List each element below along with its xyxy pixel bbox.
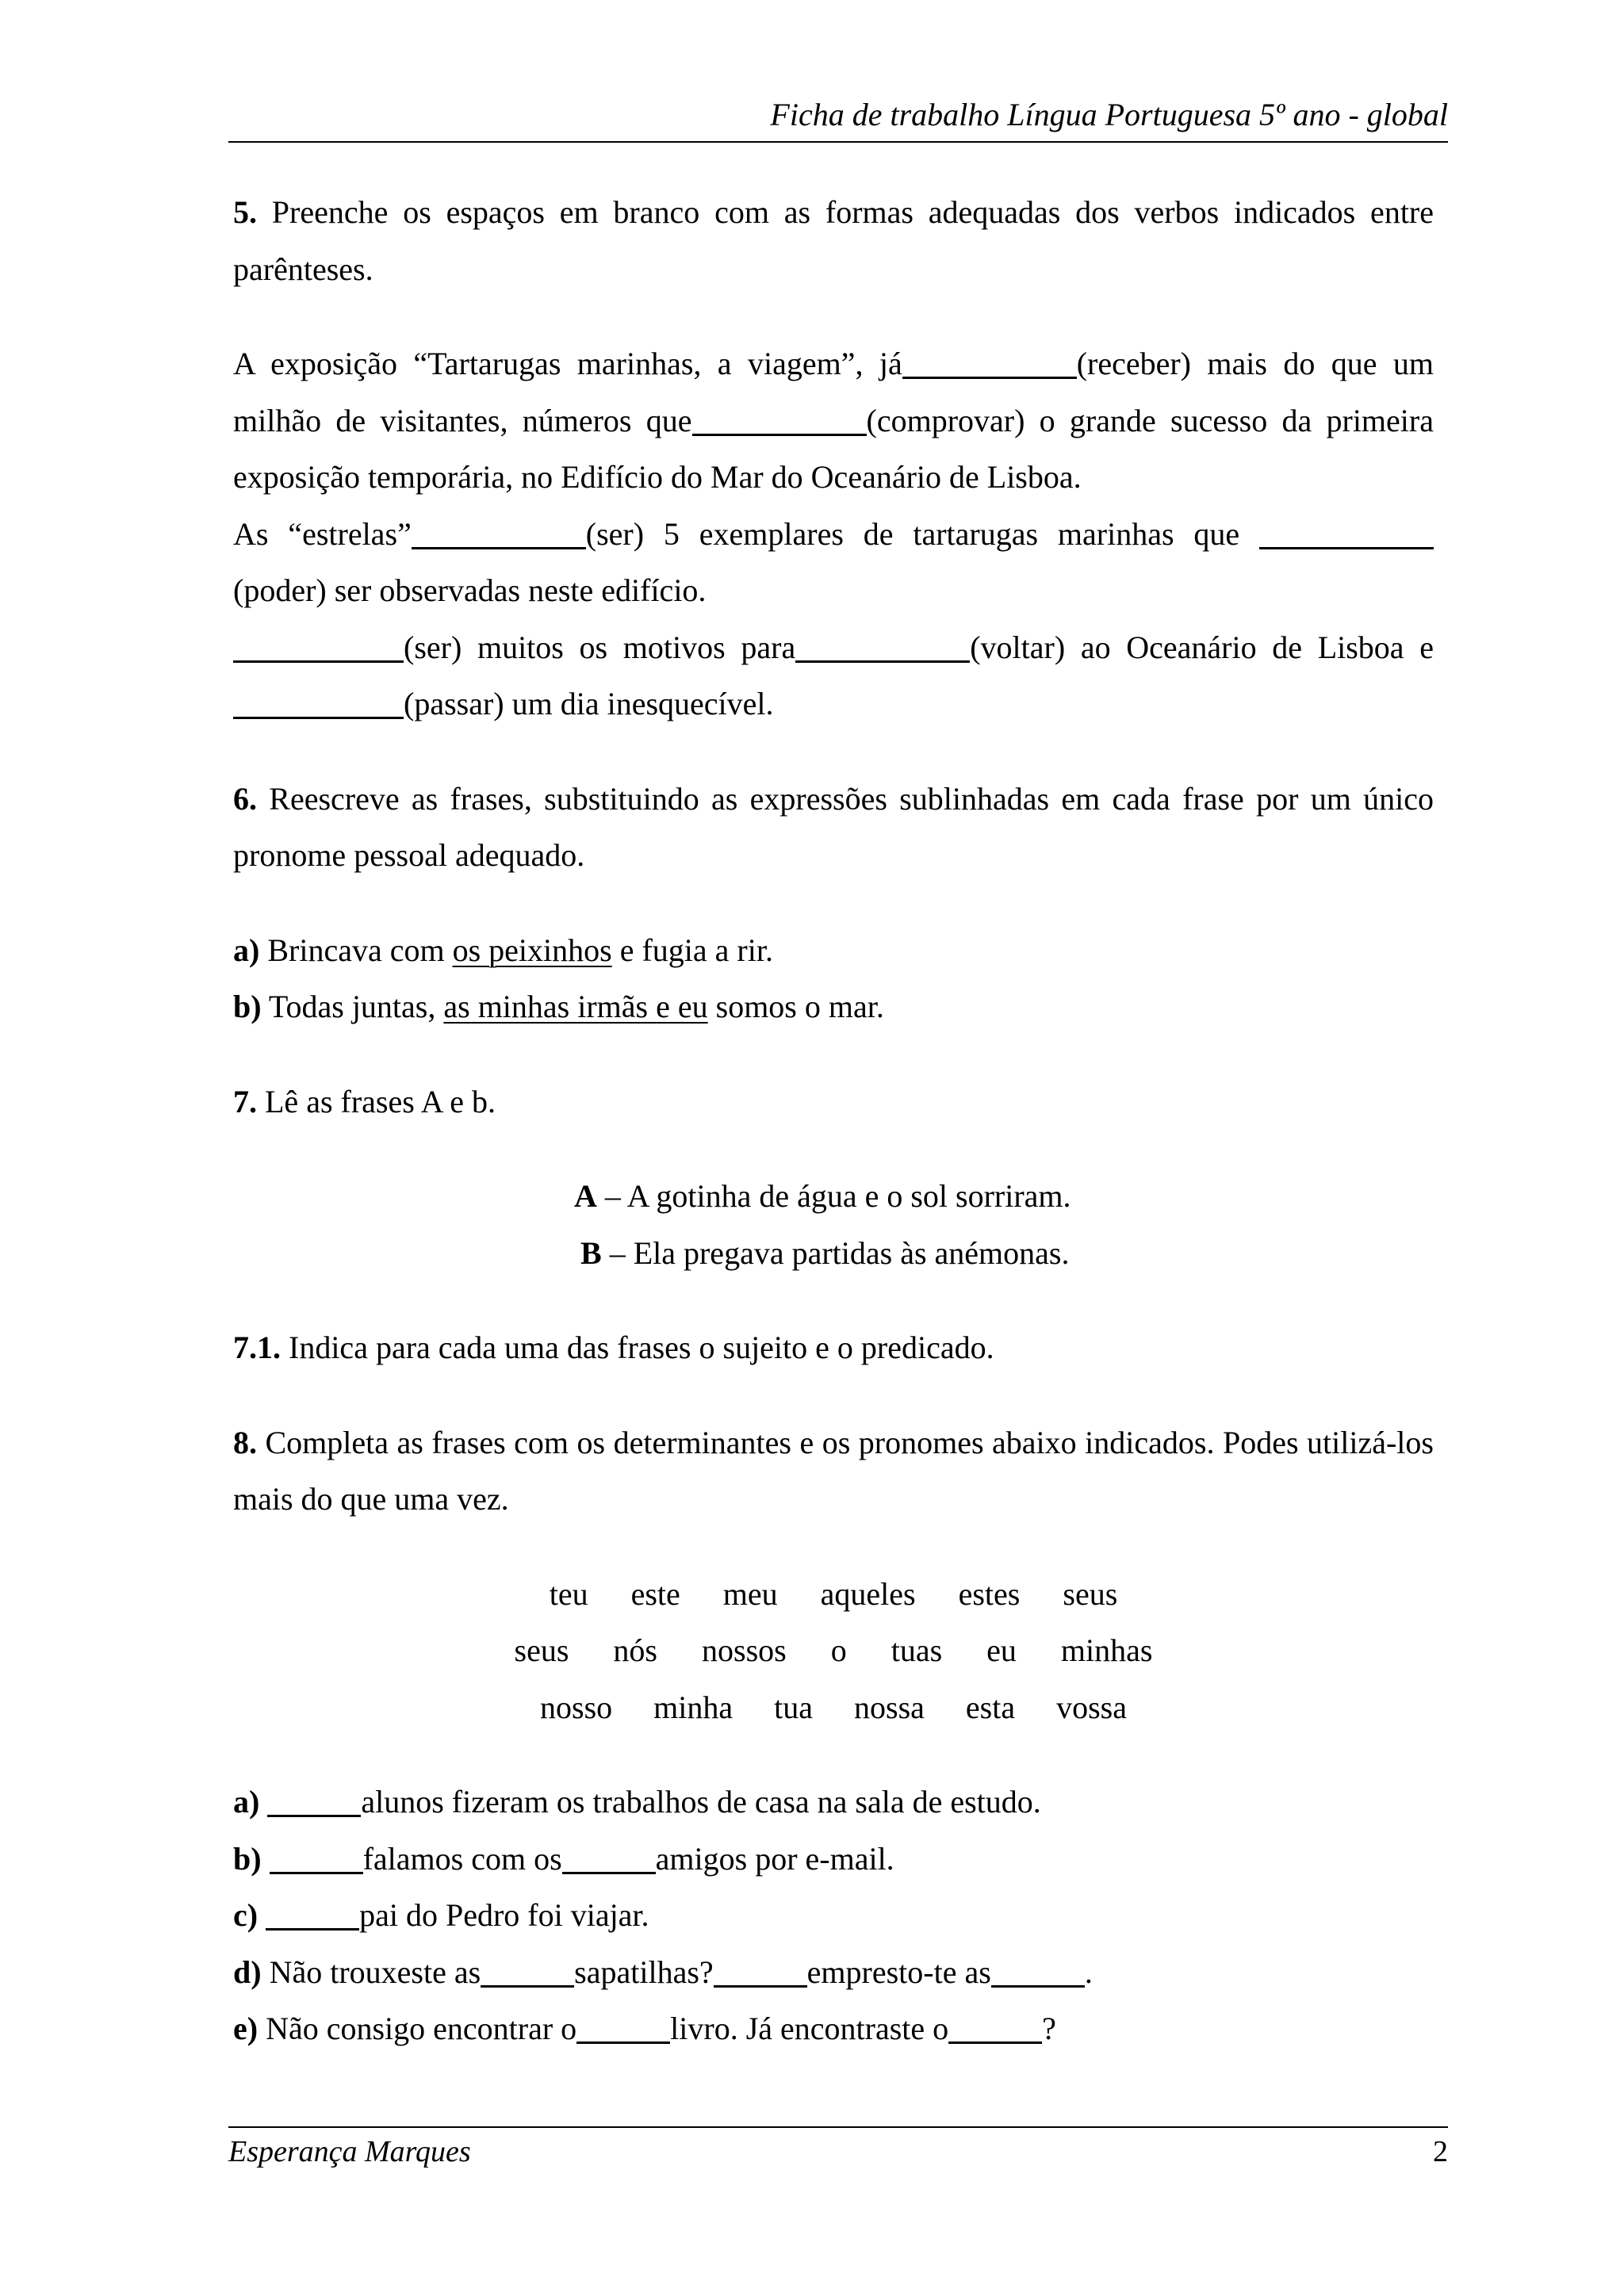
blank-field[interactable] <box>481 1954 574 1988</box>
blank-field[interactable] <box>714 1954 807 1988</box>
word-bank-word: minhas <box>1060 1632 1153 1668</box>
word-bank-word: teu <box>549 1575 588 1612</box>
spacer <box>233 733 1434 771</box>
q5-line-5: (poder) ser observadas neste edifício. <box>233 572 707 608</box>
q5-line-7: (passar) um dia inesquecível. <box>233 675 1434 733</box>
word-bank-word: aqueles <box>820 1575 916 1612</box>
q5-line-3: exposição temporária, no Edifício do Mar do Oceanário de Lisboa. <box>233 459 1082 495</box>
word-bank-word: seus <box>514 1632 569 1668</box>
word-bank-row-1 <box>233 1566 1434 1623</box>
blank-field[interactable] <box>233 685 404 719</box>
q6-item-b: b) Todas juntas, as minhas irmãs e eu somos o mar. <box>233 989 884 1024</box>
q8-item-b: b) falamos com os amigos por e-mail. <box>233 1840 894 1877</box>
q5-number: 5. <box>233 194 257 230</box>
spacer <box>233 1376 1434 1414</box>
blank-field[interactable] <box>692 402 867 436</box>
q8-instruction: 8. Completa as frases com os determinantes e os pronomes abaixo indicados. Podes utilizá-los mais do que uma vez. <box>233 1424 1434 1517</box>
q6-item-a: a) Brincava com os peixinhos e fugia a rir. <box>233 932 773 968</box>
q8-item-a: a) alunos fizeram os trabalhos de casa na sala de estudo. <box>233 1784 1041 1820</box>
word-bank-row-3 <box>233 1679 1434 1736</box>
page-number: 2 <box>1433 2135 1448 2168</box>
spacer <box>233 1035 1434 1073</box>
spacer <box>233 1281 1434 1319</box>
page-content <box>233 184 1434 2057</box>
word-bank-word: o <box>830 1632 847 1668</box>
spacer <box>233 1130 1434 1168</box>
blank-field[interactable] <box>562 1840 656 1874</box>
q7-sentence-a: A – A gotinha de água e o sol sorriram. <box>574 1178 1071 1214</box>
q6-instruction: 6. Reescreve as frases, substituindo as expressões sublinhadas em cada frase por um único pronome pessoal adequado. <box>233 780 1434 873</box>
q71-instruction: 7.1. Indica para cada uma das frases o sujeito e o predicado. <box>233 1330 994 1365</box>
q7-sentence-b: B – Ela pregava partidas às anémonas. <box>580 1234 1070 1271</box>
word-bank-word: seus <box>1063 1575 1118 1612</box>
q8-item-c: c) pai do Pedro foi viajar. <box>233 1897 649 1933</box>
word-bank-word: este <box>630 1575 680 1612</box>
underlined-expression: as minhas irmãs e eu <box>443 989 708 1024</box>
spacer <box>233 297 1434 335</box>
blank-field[interactable] <box>991 1954 1085 1988</box>
word-bank-word: vossa <box>1056 1689 1127 1725</box>
word-bank-word: minha <box>653 1689 733 1725</box>
q5-line-1: A exposição “Tartarugas marinhas, a viagem”, já (receber) mais do que um <box>233 346 1434 381</box>
blank-field[interactable] <box>576 2010 670 2044</box>
word-bank-word: esta <box>965 1689 1016 1725</box>
blank-field[interactable] <box>1259 515 1434 549</box>
blank-field[interactable] <box>270 1840 363 1874</box>
spacer <box>233 1528 1434 1566</box>
word-bank-row-2 <box>233 1622 1434 1679</box>
blank-field[interactable] <box>266 1896 359 1931</box>
word-bank-word: nossa <box>854 1689 925 1725</box>
blank-field[interactable] <box>412 515 586 549</box>
word-bank-word: nossos <box>702 1632 787 1668</box>
blank-field[interactable] <box>902 345 1077 379</box>
word-bank <box>233 1566 1434 1736</box>
word-bank-word: nós <box>613 1632 657 1668</box>
q5-line-4: As “estrelas” (ser) 5 exemplares de tartarugas marinhas que <box>233 506 1434 563</box>
blank-field[interactable] <box>795 629 970 663</box>
q8-item-e: e) Não consigo encontrar o livro. Já encontraste o ? <box>233 2011 1056 2046</box>
q5-line-6: (ser) muitos os motivos para (voltar) ao Oceanário de Lisboa e <box>233 619 1434 676</box>
page-header <box>228 94 1448 143</box>
q8-item-d: d) Não trouxeste as sapatilhas? empresto-te as . <box>233 1954 1093 1990</box>
footer-author: Esperança Marques <box>228 2135 471 2168</box>
header-title: Ficha de trabalho Língua Portuguesa 5º ano - global <box>770 97 1448 132</box>
q5-line-2: milhão de visitantes, números que (comprovar) o grande sucesso da primeira <box>233 402 1434 438</box>
blank-field[interactable] <box>948 2010 1042 2044</box>
word-bank-word: estes <box>958 1575 1021 1612</box>
word-bank-word: eu <box>986 1632 1017 1668</box>
q7-number: 7. <box>233 1083 257 1119</box>
q71-number: 7.1. <box>233 1330 281 1365</box>
word-bank-word: tuas <box>891 1632 943 1668</box>
spacer <box>233 1735 1434 1774</box>
spacer <box>233 884 1434 922</box>
blank-field[interactable] <box>233 629 404 663</box>
q8-number: 8. <box>233 1424 257 1460</box>
q5-instruction: 5. Preenche os espaços em branco com as formas adequadas dos verbos indicados entre parênteses. <box>233 194 1434 287</box>
page-footer <box>228 2126 1448 2175</box>
word-bank-word: nosso <box>540 1689 613 1725</box>
q7-instruction: 7. Lê as frases A e b. <box>233 1083 496 1119</box>
word-bank-word: meu <box>722 1575 778 1612</box>
q6-number: 6. <box>233 780 257 817</box>
blank-field[interactable] <box>267 1783 361 1817</box>
underlined-expression: os peixinhos <box>452 932 612 968</box>
word-bank-word: tua <box>774 1689 814 1725</box>
